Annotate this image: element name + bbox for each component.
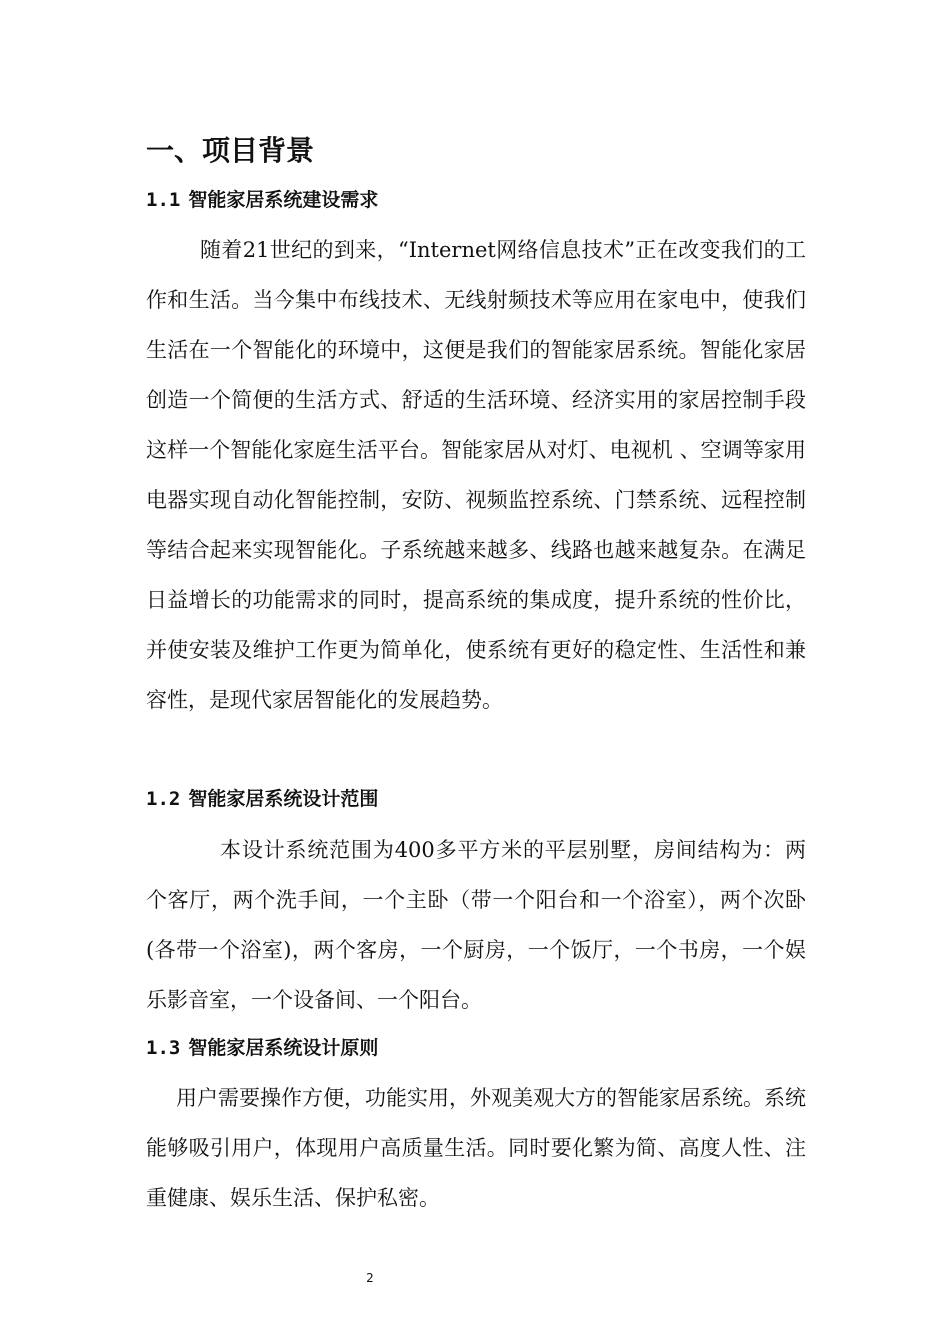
subsection-title-text: 智能家居系统设计原则 (188, 1037, 379, 1059)
paragraph-1-2: 本设计系统范围为400多平方米的平层别墅，房间结构为：两个客厅，两个洗手间，一个主卧（带一个阳台和一个浴室），两个次卧(各带一个浴室)，两个客房，一个厨房，一个饭厅，一个书房，一个娱乐影音室，一个设备间、一个阳台。 (146, 838, 806, 1012)
subsection-title-text: 智能家居系统设计范围 (188, 788, 379, 810)
subsection-title-text: 智能家居系统建设需求 (188, 189, 379, 211)
subsection-title-1-2 (146, 784, 378, 814)
subsection-number: 1.2 (146, 788, 181, 810)
page-number: 2 (366, 1271, 374, 1285)
paragraph-1-3: 用户需要操作方便，功能实用，外观美观大方的智能家居系统。系统能够吸引用户，体现用户高质量生活。同时要化繁为简、高度人性、注重健康、娱乐生活、保护私密。 (146, 1086, 806, 1210)
subsection-number: 1.3 (146, 1037, 181, 1059)
subsection-title-1-3 (146, 1033, 378, 1063)
paragraph-1-1: 随着21世纪的到来，“Internet网络信息技术”正在改变我们的工作和生活。当今集中布线技术、无线射频技术等应用在家电中，使我们生活在一个智能化的环境中，这便是我们的智能家居系统。智能化家居创造一个简便的生活方式、舒适的生活环境、经济实用的家居控制手段这样一个智能化家庭生活平台。智能家居从对灯、电视机 、空调等家用电器实现自动化智能控制，安防、视频监控系统、门禁系统、远程控制等结合起来实现智能化。子系统越来越多、线路也越来越复杂。在满足日益增长的功能需求的同时，提高系统的集成度，提升系统的性价比，并使安装及维护工作更为简单化，使系统有更好的稳定性、生活性和兼容性，是现代家居智能化的发展趋势。 (146, 238, 806, 712)
section-heading: 一、项目背景 (146, 134, 315, 167)
subsection-title-1-1 (146, 185, 378, 215)
subsection-number: 1.1 (146, 189, 181, 211)
